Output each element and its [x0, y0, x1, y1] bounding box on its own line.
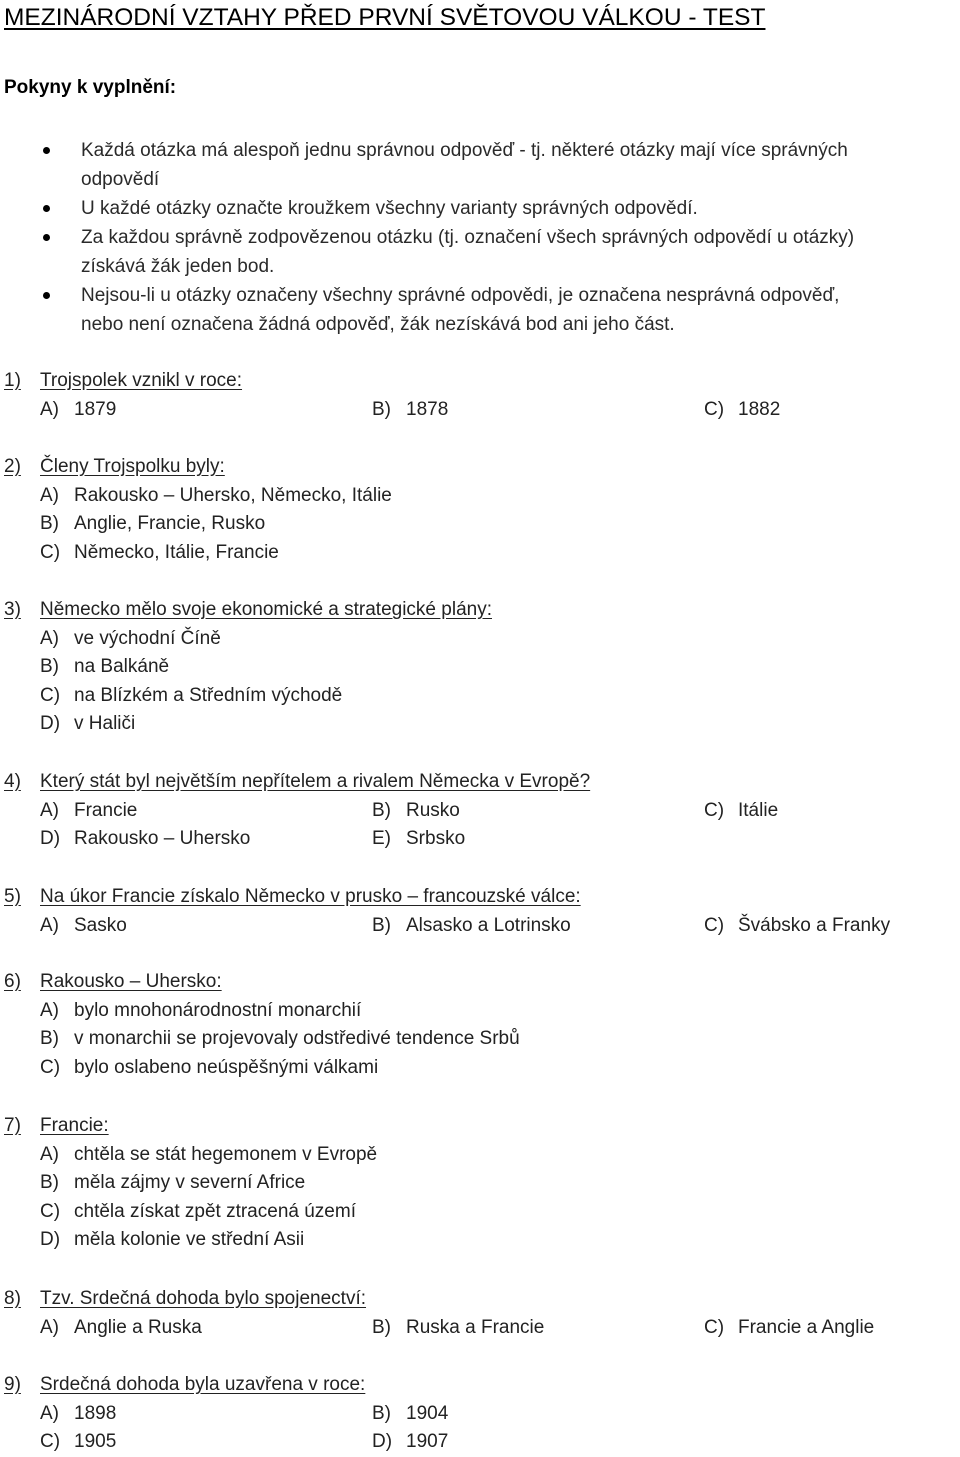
answer-option[interactable] — [40, 539, 279, 568]
instruction-line — [0, 310, 960, 339]
bullet-icon — [43, 205, 50, 212]
answer-row — [0, 1226, 960, 1255]
answer-row — [0, 1141, 960, 1170]
question-title — [0, 367, 960, 396]
answer-option[interactable] — [40, 997, 361, 1026]
answer-option[interactable] — [372, 396, 448, 425]
option-text: Rusko — [406, 799, 460, 821]
option-letter: A) — [40, 999, 59, 1021]
instruction-line — [0, 194, 960, 223]
option-letter: D) — [40, 828, 61, 850]
option-letter: C) — [40, 1200, 61, 1222]
option-text: na Balkáně — [74, 656, 170, 678]
option-letter: B) — [372, 398, 391, 420]
instructions-heading: Pokyny k vyplnění: — [4, 77, 177, 98]
answer-row — [0, 396, 960, 425]
answer-option[interactable] — [40, 1025, 520, 1054]
option-text: Švábsko a Franky — [738, 914, 891, 936]
option-text: ve východní Číně — [74, 627, 221, 649]
answer-row — [0, 653, 960, 682]
answer-row — [0, 797, 960, 826]
question-title — [0, 1285, 960, 1314]
answer-row — [0, 710, 960, 739]
option-text: Francie a Anglie — [738, 1316, 875, 1338]
question-title — [0, 596, 960, 625]
question-number: 3) — [4, 599, 21, 620]
option-letter: A) — [40, 914, 59, 936]
answer-row — [0, 482, 960, 511]
answer-row — [0, 997, 960, 1026]
answer-option[interactable] — [40, 396, 116, 425]
option-letter: C) — [40, 541, 61, 563]
answer-row — [0, 625, 960, 654]
answer-option[interactable] — [372, 825, 465, 854]
option-letter: C) — [704, 914, 725, 936]
question-number: 5) — [4, 886, 21, 907]
answer-row — [0, 1198, 960, 1227]
answer-row — [0, 1400, 960, 1429]
answer-option[interactable] — [40, 912, 127, 941]
option-text: 1879 — [74, 398, 117, 420]
instruction-line — [0, 223, 960, 252]
option-text: 1878 — [406, 398, 449, 420]
question-title — [0, 883, 960, 912]
answer-option[interactable] — [40, 653, 169, 682]
answer-option[interactable] — [704, 912, 890, 941]
instruction-text: odpovědí — [81, 169, 160, 190]
option-text: chtěla se stát hegemonem v Evropě — [74, 1143, 378, 1165]
instruction-item — [0, 281, 960, 339]
option-letter: C) — [704, 1316, 725, 1338]
option-letter: D) — [40, 713, 61, 735]
bullet-icon — [43, 292, 50, 299]
question-8 — [0, 1285, 960, 1342]
answer-option[interactable] — [40, 1314, 202, 1343]
option-text: Itálie — [738, 799, 779, 821]
instruction-item — [0, 194, 960, 223]
question-number: 9) — [4, 1374, 21, 1395]
answer-option[interactable] — [372, 912, 571, 941]
answer-option[interactable] — [372, 1314, 544, 1343]
answer-option[interactable] — [704, 1314, 874, 1343]
option-text: v monarchii se projevovaly odstředivé tendence Srbů — [74, 1028, 520, 1050]
option-text: 1904 — [406, 1402, 449, 1424]
option-letter: D) — [40, 1229, 61, 1251]
answer-option[interactable] — [40, 1428, 116, 1457]
answer-option[interactable] — [40, 1054, 378, 1083]
instruction-item — [0, 136, 960, 194]
option-letter: C) — [704, 799, 725, 821]
option-text: chtěla získat zpět ztracená území — [74, 1200, 356, 1222]
option-text: na Blízkém a Středním východě — [74, 684, 343, 706]
option-letter: B) — [372, 799, 391, 821]
instruction-text: U každé otázky označte kroužkem všechny varianty správných odpovědí. — [81, 198, 698, 219]
page-title: MEZINÁRODNÍ VZTAHY PŘED PRVNÍ SVĚTOVOU VÁLKOU - TEST — [4, 4, 766, 31]
option-letter: C) — [40, 684, 61, 706]
question-text: Tzv. Srdečná dohoda bylo spojenectví: — [40, 1288, 367, 1309]
question-3 — [0, 596, 960, 739]
question-6 — [0, 968, 960, 1082]
question-text: Trojspolek vznikl v roce: — [40, 370, 243, 391]
answer-option[interactable] — [40, 682, 342, 711]
instruction-text: Nejsou-li u otázky označeny všechny správné odpovědi, je označena nesprávná odpověď, — [81, 285, 840, 306]
question-text: Na úkor Francie získalo Německo v prusko – francouzské válce: — [40, 886, 581, 907]
option-text: Anglie a Ruska — [74, 1316, 202, 1338]
question-text: Německo mělo svoje ekonomické a strategické plány: — [40, 599, 492, 620]
question-text: Členy Trojspolku byly: — [40, 456, 225, 477]
question-title — [0, 1371, 960, 1400]
answer-option[interactable] — [372, 797, 460, 826]
answer-option[interactable] — [704, 797, 778, 826]
question-7 — [0, 1112, 960, 1255]
answer-option[interactable] — [40, 1141, 377, 1170]
answer-option[interactable] — [372, 1428, 448, 1457]
option-letter: A) — [40, 1402, 59, 1424]
question-5 — [0, 883, 960, 940]
option-letter: C) — [40, 1431, 61, 1453]
question-text: Který stát byl největším nepřítelem a rivalem Německa v Evropě? — [40, 771, 591, 792]
answer-option[interactable] — [40, 797, 137, 826]
answer-option[interactable] — [704, 396, 780, 425]
answer-row — [0, 1169, 960, 1198]
question-9 — [0, 1371, 960, 1457]
option-text: Anglie, Francie, Rusko — [74, 513, 266, 535]
instruction-text: získává žák jeden bod. — [81, 256, 275, 277]
option-text: Alsasko a Lotrinsko — [406, 914, 571, 936]
option-text: bylo mnohonárodnostní monarchií — [74, 999, 362, 1021]
option-letter: A) — [40, 627, 59, 649]
instruction-line — [0, 165, 960, 194]
instruction-text: nebo není označena žádná odpověď, žák nezískává bod ani jeho část. — [81, 314, 675, 335]
question-title — [0, 453, 960, 482]
question-title — [0, 968, 960, 997]
answer-option[interactable] — [40, 1400, 116, 1429]
option-letter: A) — [40, 1143, 59, 1165]
answer-option[interactable] — [40, 1198, 356, 1227]
bullet-icon — [43, 147, 50, 154]
answer-option[interactable] — [40, 1169, 305, 1198]
answer-option[interactable] — [40, 625, 221, 654]
answer-option[interactable] — [372, 1400, 448, 1429]
option-text: 1898 — [74, 1402, 117, 1424]
answer-row — [0, 539, 960, 568]
option-letter: B) — [372, 1402, 391, 1424]
instruction-text: Každá otázka má alespoň jednu správnou odpověď - tj. některé otázky mají více správných — [81, 140, 848, 161]
question-number: 2) — [4, 456, 21, 477]
option-text: měla zájmy v severní Africe — [74, 1172, 306, 1194]
option-letter: B) — [40, 1172, 59, 1194]
option-text: Ruska a Francie — [406, 1316, 545, 1338]
option-text: Sasko — [74, 914, 127, 936]
option-text: Německo, Itálie, Francie — [74, 541, 279, 563]
question-text: Francie: — [40, 1115, 109, 1136]
question-title — [0, 1112, 960, 1141]
option-letter: B) — [40, 656, 59, 678]
question-2 — [0, 453, 960, 567]
instruction-text: Za každou správně zodpovězenou otázku (tj. označení všech správných odpovědí u otázky) — [81, 227, 855, 248]
question-1 — [0, 367, 960, 424]
answer-row — [0, 912, 960, 941]
question-text: Rakousko – Uhersko: — [40, 971, 222, 992]
instructions-list — [0, 136, 960, 339]
option-letter: C) — [704, 398, 725, 420]
option-letter: B) — [40, 513, 59, 535]
option-letter: A) — [40, 799, 59, 821]
option-text: Francie — [74, 799, 138, 821]
option-letter: B) — [372, 914, 391, 936]
option-text: bylo oslabeno neúspěšnými válkami — [74, 1056, 379, 1078]
option-text: měla kolonie ve střední Asii — [74, 1229, 305, 1251]
instruction-line — [0, 136, 960, 165]
option-letter: A) — [40, 1316, 59, 1338]
instruction-item — [0, 223, 960, 281]
answer-option[interactable] — [40, 825, 250, 854]
instruction-line — [0, 252, 960, 281]
answer-row — [0, 825, 960, 854]
answer-option[interactable] — [40, 1226, 304, 1255]
option-letter: C) — [40, 1056, 61, 1078]
answer-row — [0, 1428, 960, 1457]
question-number: 7) — [4, 1115, 21, 1136]
option-letter: E) — [372, 828, 391, 850]
question-number: 8) — [4, 1288, 21, 1309]
answer-option[interactable] — [40, 510, 265, 539]
question-number: 6) — [4, 971, 21, 992]
question-title — [0, 768, 960, 797]
answer-row — [0, 510, 960, 539]
option-text: 1905 — [74, 1431, 117, 1453]
option-letter: B) — [40, 1028, 59, 1050]
answer-option[interactable] — [40, 482, 392, 511]
option-text: Rakousko – Uhersko, Německo, Itálie — [74, 484, 392, 506]
question-4 — [0, 768, 960, 854]
answer-row — [0, 1025, 960, 1054]
answer-row — [0, 682, 960, 711]
option-text: v Haliči — [74, 713, 136, 735]
question-number: 1) — [4, 370, 21, 391]
instruction-line — [0, 281, 960, 310]
question-number: 4) — [4, 771, 21, 792]
option-text: Srbsko — [406, 828, 466, 850]
option-letter: D) — [372, 1431, 393, 1453]
question-text: Srdečná dohoda byla uzavřena v roce: — [40, 1374, 366, 1395]
option-text: Rakousko – Uhersko — [74, 828, 251, 850]
answer-row — [0, 1314, 960, 1343]
option-letter: B) — [372, 1316, 391, 1338]
option-letter: A) — [40, 484, 59, 506]
option-text: 1907 — [406, 1431, 449, 1453]
answer-option[interactable] — [40, 710, 135, 739]
option-text: 1882 — [738, 398, 781, 420]
bullet-icon — [43, 234, 50, 241]
option-letter: A) — [40, 398, 59, 420]
answer-row — [0, 1054, 960, 1083]
